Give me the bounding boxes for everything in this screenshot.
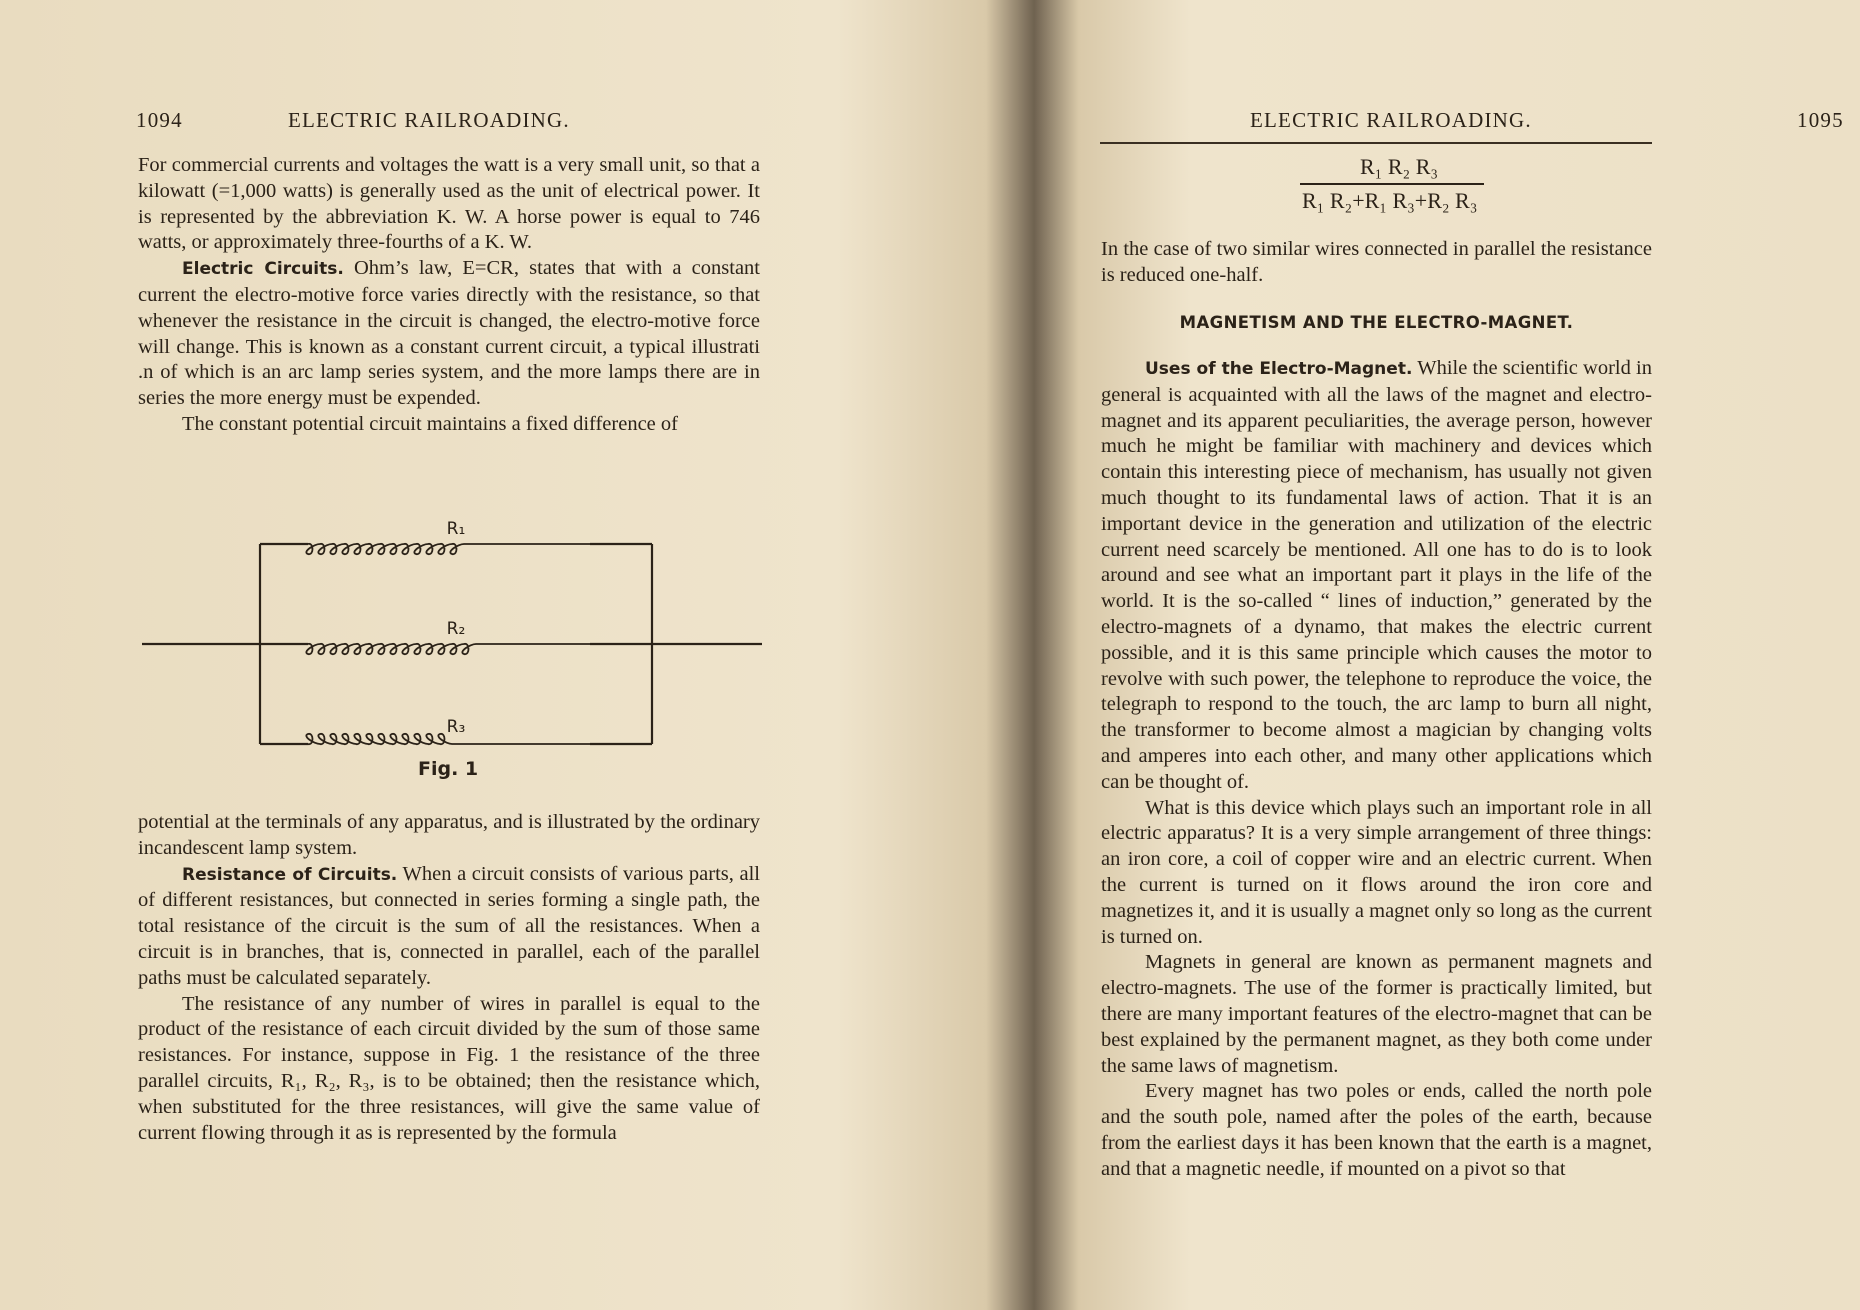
left-page-number: 1094 [136, 108, 183, 132]
paragraph-similar-wires: In the case of two similar wires connected in parallel the resistance is reduced one-half. [1101, 238, 1652, 286]
label-r1: R₁ [446, 519, 466, 539]
right-running-title: ELECTRIC RAILROADING. [1250, 108, 1532, 132]
figure-parallel-circuit [140, 510, 770, 750]
left-text-top [138, 153, 760, 438]
figure-caption: Fig. 1 [418, 758, 479, 780]
right-text-body [1101, 356, 1652, 1183]
right-page [930, 0, 1860, 1310]
resistance-text: When a circuit consists of various parts, all of different resistances, but connected in series forming a single path, the total resistance of the circuit is the sum of all the resistances. When a circuit is in branches, that is, connected in parallel, each of the parallel paths must be calculated separately. [138, 862, 760, 989]
uses-text: While the scientific world in general is acquainted with all the laws of the magnet and electro-magnet and its apparent peculiarities, the average person, however much he might be familiar with machinery and devices which contain this interesting piece of mechanism, has usually not given much thought to its fundamental laws of action. That it is an important device in the generation and utilization of the electric current need scarcely be mentioned. All one has to do is to look around and see what an important part it plays in the life of the world. It is the so-called “ lines of induction,” generated by the electro-magnets of a dynamo, that makes the electric current possible, and it is this same principle which causes the motor to revolve with such power, the telephone to reproduce the voice, the telegraph to respond to the touch, the arc lamp to burn all night, the transformer to become almost a magician by changing volts and amperes into each other, and many other applications which can be thought of. [1101, 357, 1652, 793]
paragraph-watt-unit: For commercial currents and voltages the watt is a very small unit, so that a kilowatt (=1,000 watts) is generally used as the unit of electrical power. It is represented by the abbreviation K. W. A horse power is equal to 746 watts, or approximately three-fourths of a K. W. [138, 154, 760, 254]
paragraph-every-magnet: Every magnet has two poles or ends, called the north pole and the south pole, named after the poles of the earth, because from the earliest days it has been known that the earth is a magnet, and that a magnetic needle, if mounted on a pivot so that [1101, 1080, 1652, 1180]
formula-fraction-line [1300, 183, 1484, 185]
paragraph-resistance-of-circuits [138, 862, 760, 992]
resistance-coil-r1 [306, 544, 590, 554]
paragraph-magnets-in-general: Magnets in general are known as permanent magnets and electro-magnets. The use of the former is practically limited, but there are many important features of the electro-magnet that can be best explained by the permanent magnet, as they both come under the same laws of magnetism. [1101, 951, 1652, 1077]
resistance-coil-r2 [306, 644, 590, 654]
electric-circuits-text: Ohm’s law, E=CR, states that with a constant current the electro-motive force varies directly with the resistance, so that whenever the resistance in the circuit is changed, the electro-motive force will change. This is known as a constant current circuit, a typical illustrati .n of which is an arc lamp series system, and the more lamps there are in series the more energy must be expended. [138, 257, 760, 410]
right-page-number: 1095 [1797, 108, 1844, 132]
sidehead-electric-circuits: Electric Circuits. [182, 259, 344, 280]
formula-numerator: R₁ R₂ R₃ [1360, 154, 1439, 179]
paragraph-what-is-device: What is this device which plays such an important role in all electric apparatus? It is a very simple arrangement of three things: an iron core, a coil of copper wire and an electric current. When the current is turned on it flows around the iron core and magnetizes it, and it is usually a magnet only so long as the current is turned on. [1101, 796, 1652, 948]
paragraph-parallel-resistance: The resistance of any number of wires in parallel is equal to the product of the resistance of each circuit divided by the sum of those same resistances. For instance, suppose in Fig. 1 the resistance of the three parallel circuits, R₁, R₂, R₃, is to be obtained; then the resistance which, when substituted for the three resistances, will give the same value of current flowing through it as is represented by the formula [138, 992, 760, 1144]
sidehead-uses-of-electro-magnet: Uses of the Electro-Magnet. [1145, 359, 1413, 379]
right-text-intro [1101, 237, 1652, 289]
paragraph-uses-of-electro-magnet [1101, 356, 1652, 796]
header-rule [1100, 142, 1652, 144]
label-r3: R₃ [446, 717, 466, 737]
left-running-title: ELECTRIC RAILROADING. [288, 108, 570, 132]
paragraph-electric-circuits [138, 256, 760, 412]
left-text-bottom [138, 810, 760, 1146]
section-heading: MAGNETISM AND THE ELECTRO-MAGNET. [1179, 313, 1574, 332]
right-running-head [1250, 108, 1855, 136]
sidehead-resistance-of-circuits: Resistance of Circuits. [182, 864, 398, 885]
left-running-head [136, 108, 761, 136]
paragraph-constant-potential-cont: potential at the terminals of any apparatus, and is illustrated by the ordinary incandescent lamp system. [138, 811, 760, 859]
formula-denominator: R₁ R₂+R₁ R₃+R₂ R₃ [1302, 188, 1478, 213]
paragraph-constant-potential-start: The constant potential circuit maintains a fixed difference of [182, 412, 678, 435]
label-r2: R₂ [446, 619, 466, 639]
